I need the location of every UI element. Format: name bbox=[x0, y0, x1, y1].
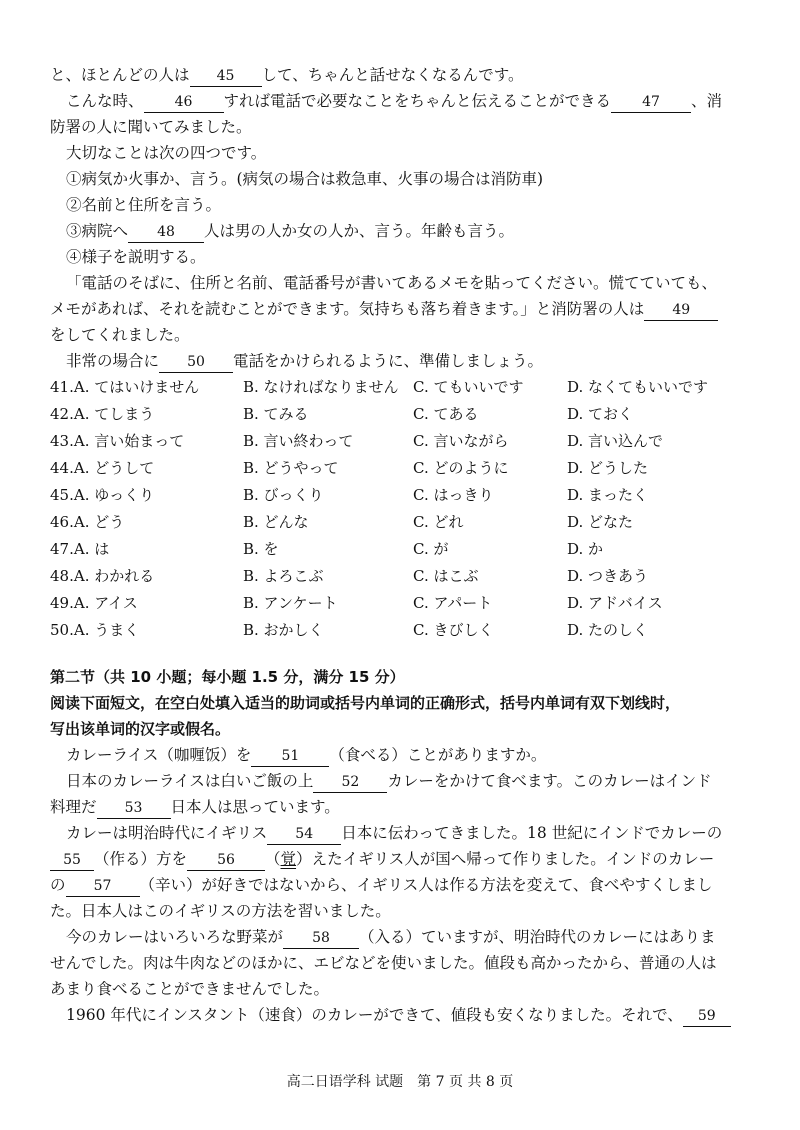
passage-line: 55 （作る）方を 56 （覚）えたイギリス人が国へ帰って作りました。インドのカレー bbox=[50, 846, 750, 872]
passage-line: と、ほとんどの人は 45 して、ちゃんと話せなくなるんです。 bbox=[50, 62, 750, 88]
section-instruction: 阅读下面短文，在空白处填入适当的助词或括号内单词的正确形式，括号内单词有双下划线时， bbox=[50, 694, 681, 712]
answer-options bbox=[50, 374, 750, 644]
passage-line: た。日本人はこのイギリスの方法を習いました。 bbox=[50, 902, 391, 920]
blank-52[interactable]: 52 bbox=[313, 773, 387, 793]
section-heading: 第二节（共 10 小题；每小题 1.5 分，满分 15 分） bbox=[50, 668, 405, 686]
option-a[interactable]: A. わかれる bbox=[73, 567, 155, 585]
option-d[interactable]: D. どなた bbox=[567, 513, 634, 531]
option-row bbox=[50, 509, 750, 536]
option-row bbox=[50, 563, 750, 590]
blank-47[interactable]: 47 bbox=[611, 93, 691, 113]
option-b[interactable]: B. 言い終わって bbox=[243, 432, 354, 450]
option-a[interactable]: A. ゆっくり bbox=[73, 486, 155, 504]
passage-line: せんでした。肉は牛肉などのほかに、エビなどを使いました。値段も高かったから、普通の人は bbox=[50, 954, 717, 972]
option-a[interactable]: A. どうして bbox=[73, 459, 155, 477]
option-d[interactable]: D. なくてもいいです bbox=[567, 378, 709, 396]
passage-line: こんな時、 46 すれば電話で必要なことをちゃんと伝えることができる 47 、消 bbox=[50, 88, 750, 114]
option-b[interactable]: B. どうやって bbox=[243, 459, 339, 477]
option-row bbox=[50, 590, 750, 617]
option-a[interactable]: A. どう bbox=[73, 513, 125, 531]
option-b[interactable]: B. よろこぶ bbox=[243, 567, 324, 585]
option-row bbox=[50, 482, 750, 509]
option-b[interactable]: B. アンケート bbox=[243, 594, 338, 612]
passage-line: 日本のカレーライスは白いご飯の上 52 カレーをかけて食べます。このカレーはインド bbox=[50, 768, 750, 794]
passage-line: 料理だ 53 日本人は思っています。 bbox=[50, 794, 750, 820]
passage-line: メモがあれば、それを読むことができます。気持ちも落ち着きます。」と消防署の人は 49 bbox=[50, 296, 750, 322]
option-d[interactable]: D. どうした bbox=[567, 459, 649, 477]
option-c[interactable]: C. はこぶ bbox=[413, 567, 479, 585]
question-number: 48. bbox=[50, 567, 74, 585]
blank-45[interactable]: 45 bbox=[190, 67, 262, 87]
option-b[interactable]: B. てみる bbox=[243, 405, 309, 423]
option-c[interactable]: C. はっきり bbox=[413, 486, 494, 504]
passage-line: ①病気か火事か、言う。(病気の場合は救急車、火事の場合は消防車) bbox=[66, 170, 544, 188]
passage-line: ④様子を説明する。 bbox=[66, 248, 206, 266]
option-d[interactable]: D. アドバイス bbox=[567, 594, 663, 612]
option-c[interactable]: C. どれ bbox=[413, 513, 464, 531]
option-c[interactable]: C. が bbox=[413, 540, 449, 558]
passage-line: 1960 年代にインスタント（速食）のカレーができて、値段も安くなりました。それで、 59 bbox=[50, 1002, 750, 1028]
option-d[interactable]: D. ておく bbox=[567, 405, 634, 423]
blank-57[interactable]: 57 bbox=[66, 877, 140, 897]
passage-line: 防署の人に聞いてみました。 bbox=[50, 118, 252, 136]
blank-58[interactable]: 58 bbox=[283, 929, 359, 949]
passage-line: カレーは明治時代にイギリス 54 日本に伝わってきました。18 世紀にインドでカレーの bbox=[50, 820, 750, 846]
blank-59[interactable]: 59 bbox=[683, 1007, 731, 1027]
blank-49[interactable]: 49 bbox=[644, 301, 718, 321]
option-row bbox=[50, 428, 750, 455]
question-number: 49. bbox=[50, 594, 74, 612]
blank-54[interactable]: 54 bbox=[267, 825, 341, 845]
option-b[interactable]: B. なければなりません bbox=[243, 378, 399, 396]
question-number: 42. bbox=[50, 405, 74, 423]
blank-50[interactable]: 50 bbox=[159, 353, 233, 373]
option-c[interactable]: C. 言いながら bbox=[413, 432, 509, 450]
question-number: 47. bbox=[50, 540, 74, 558]
question-number: 50. bbox=[50, 621, 74, 639]
blank-48[interactable]: 48 bbox=[128, 223, 204, 243]
double-underlined-word: 覚 bbox=[280, 850, 297, 868]
option-a[interactable]: A. てはいけません bbox=[73, 378, 200, 396]
option-d[interactable]: D. たのしく bbox=[567, 621, 649, 639]
question-number: 41. bbox=[50, 378, 74, 396]
passage-line: カレーライス（咖喱饭）を 51 （食べる）ことがありますか。 bbox=[50, 742, 750, 768]
blank-51[interactable]: 51 bbox=[251, 747, 329, 767]
passage-line: の 57 （辛い）が好きではないから、イギリス人は作る方法を変えて、食べやすくしまし bbox=[50, 872, 750, 898]
question-number: 45. bbox=[50, 486, 74, 504]
section-instruction: 写出该单词的汉字或假名。 bbox=[50, 720, 231, 738]
option-c[interactable]: C. きびしく bbox=[413, 621, 494, 639]
blank-53[interactable]: 53 bbox=[97, 799, 171, 819]
option-a[interactable]: A. アイス bbox=[73, 594, 138, 612]
option-row bbox=[50, 401, 750, 428]
passage-line: 非常の場合に 50 電話をかけられるように、準備しましょう。 bbox=[50, 348, 750, 374]
option-c[interactable]: C. どのように bbox=[413, 459, 509, 477]
page-footer: 高二日语学科 试题 第 7 页 共 8 页 bbox=[286, 1074, 514, 1090]
option-a[interactable]: A. は bbox=[73, 540, 110, 558]
option-b[interactable]: B. おかしく bbox=[243, 621, 324, 639]
option-a[interactable]: A. うまく bbox=[73, 621, 140, 639]
option-row bbox=[50, 374, 750, 401]
passage-line: あまり食べることができませんでした。 bbox=[50, 980, 330, 998]
option-a[interactable]: A. てしまう bbox=[73, 405, 155, 423]
option-d[interactable]: D. 言い込んで bbox=[567, 432, 664, 450]
passage-line: 今のカレーはいろいろな野菜が 58 （入る）ていますが、明治時代のカレーにはありま bbox=[50, 924, 750, 950]
blank-55[interactable]: 55 bbox=[50, 851, 94, 871]
option-c[interactable]: C. アパート bbox=[413, 594, 493, 612]
option-row bbox=[50, 536, 750, 563]
blank-46[interactable]: 46 bbox=[144, 93, 224, 113]
question-number: 46. bbox=[50, 513, 74, 531]
option-d[interactable]: D. つきあう bbox=[567, 567, 649, 585]
option-row bbox=[50, 455, 750, 482]
option-d[interactable]: D. か bbox=[567, 540, 604, 558]
passage-line: ②名前と住所を言う。 bbox=[66, 196, 222, 214]
exam-page bbox=[50, 62, 750, 1028]
option-c[interactable]: C. てある bbox=[413, 405, 479, 423]
option-c[interactable]: C. てもいいです bbox=[413, 378, 524, 396]
option-b[interactable]: B. びっくり bbox=[243, 486, 324, 504]
passage-line: ③病院へ 48 人は男の人か女の人か、言う。年齢も言う。 bbox=[50, 218, 750, 244]
option-b[interactable]: B. どんな bbox=[243, 513, 309, 531]
option-row bbox=[50, 617, 750, 644]
option-b[interactable]: B. を bbox=[243, 540, 279, 558]
option-d[interactable]: D. まったく bbox=[567, 486, 649, 504]
passage-line: 大切なことは次の四つです。 bbox=[66, 144, 267, 162]
question-number: 44. bbox=[50, 459, 74, 477]
option-a[interactable]: A. 言い始まって bbox=[73, 432, 185, 450]
passage-line: 「電話のそばに、住所と名前、電話番号が書いてあるメモを貼ってください。慌てていても、 bbox=[66, 274, 718, 292]
passage-line: をしてくれました。 bbox=[50, 326, 190, 344]
question-number: 43. bbox=[50, 432, 74, 450]
blank-56[interactable]: 56 bbox=[187, 851, 265, 871]
